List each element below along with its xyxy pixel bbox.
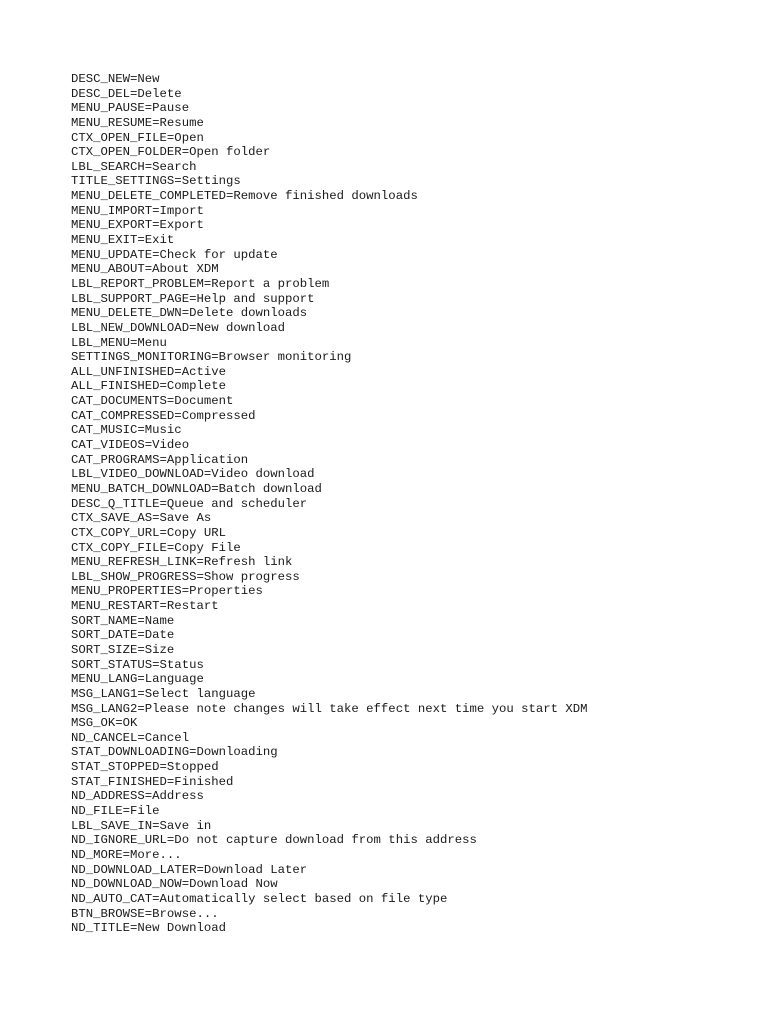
text-line: LBL_SHOW_PROGRESS=Show progress (71, 569, 300, 584)
properties-document (71, 72, 761, 936)
text-line: ND_TITLE=New Download (71, 921, 226, 936)
text-line: MSG_OK=OK (71, 716, 138, 731)
text-line: MENU_ABOUT=About XDM (71, 262, 219, 277)
text-line: CAT_VIDEOS=Video (71, 438, 190, 453)
text-line: DESC_DEL=Delete (71, 86, 182, 101)
text-line: CTX_COPY_URL=Copy URL (71, 525, 226, 540)
text-line: MENU_DELETE_COMPLETED=Remove finished downloads (71, 189, 418, 204)
text-line: CTX_COPY_FILE=Copy File (71, 540, 241, 555)
text-line: MENU_RESTART=Restart (71, 599, 219, 614)
text-line: LBL_SEARCH=Search (71, 159, 197, 174)
text-line: ND_AUTO_CAT=Automatically select based on file type (71, 891, 448, 906)
text-line: ND_MORE=More... (71, 847, 182, 862)
text-line: SETTINGS_MONITORING=Browser monitoring (71, 350, 352, 365)
text-line: DESC_Q_TITLE=Queue and scheduler (71, 496, 308, 511)
text-line: SORT_SIZE=Size (71, 642, 175, 657)
text-line: MENU_PROPERTIES=Properties (71, 584, 263, 599)
text-line: STAT_DOWNLOADING=Downloading (71, 745, 278, 760)
text-line: ND_IGNORE_URL=Do not capture download from this address (71, 833, 477, 848)
text-line: ND_ADDRESS=Address (71, 789, 204, 804)
text-line: CTX_SAVE_AS=Save As (71, 511, 212, 526)
text-line: MENU_DELETE_DWN=Delete downloads (71, 306, 308, 321)
text-line: SORT_STATUS=Status (71, 657, 204, 672)
text-line: LBL_VIDEO_DOWNLOAD=Video download (71, 467, 315, 482)
text-line: ND_DOWNLOAD_LATER=Download Later (71, 862, 308, 877)
text-line: CTX_OPEN_FOLDER=Open folder (71, 145, 271, 160)
text-line: CAT_PROGRAMS=Application (71, 452, 249, 467)
text-line: MENU_RESUME=Resume (71, 115, 204, 130)
text-line: MENU_PAUSE=Pause (71, 101, 190, 116)
text-line: ND_FILE=File (71, 804, 160, 819)
text-line: SORT_DATE=Date (71, 628, 175, 643)
text-line: MENU_BATCH_DOWNLOAD=Batch download (71, 481, 322, 496)
text-line: STAT_FINISHED=Finished (71, 774, 234, 789)
text-line: SORT_NAME=Name (71, 613, 175, 628)
text-line: MENU_EXPORT=Export (71, 218, 204, 233)
text-line: STAT_STOPPED=Stopped (71, 760, 219, 775)
text-line: LBL_NEW_DOWNLOAD=New download (71, 320, 286, 335)
text-line: LBL_MENU=Menu (71, 335, 167, 350)
text-line: ND_DOWNLOAD_NOW=Download Now (71, 877, 278, 892)
text-line: LBL_SUPPORT_PAGE=Help and support (71, 291, 315, 306)
text-line: MENU_UPDATE=Check for update (71, 247, 278, 262)
text-line: CAT_MUSIC=Music (71, 423, 182, 438)
text-line: MENU_EXIT=Exit (71, 233, 175, 248)
text-line: ND_CANCEL=Cancel (71, 730, 190, 745)
text-line: LBL_SAVE_IN=Save in (71, 818, 212, 833)
text-line: MSG_LANG1=Select language (71, 686, 256, 701)
text-line: MENU_LANG=Language (71, 672, 204, 687)
text-line: MENU_IMPORT=Import (71, 203, 204, 218)
text-line: LBL_REPORT_PROBLEM=Report a problem (71, 276, 330, 291)
text-line: TITLE_SETTINGS=Settings (71, 174, 241, 189)
text-line: DESC_NEW=New (71, 72, 160, 86)
text-line: CAT_COMPRESSED=Compressed (71, 408, 256, 423)
text-line: ALL_UNFINISHED=Active (71, 364, 226, 379)
text-line: CAT_DOCUMENTS=Document (71, 394, 234, 409)
text-line: BTN_BROWSE=Browse... (71, 906, 219, 921)
text-line: ALL_FINISHED=Complete (71, 379, 226, 394)
text-line: MENU_REFRESH_LINK=Refresh link (71, 555, 293, 570)
text-line: MSG_LANG2=Please note changes will take effect next time you start XDM (71, 701, 588, 716)
text-line: CTX_OPEN_FILE=Open (71, 130, 204, 145)
